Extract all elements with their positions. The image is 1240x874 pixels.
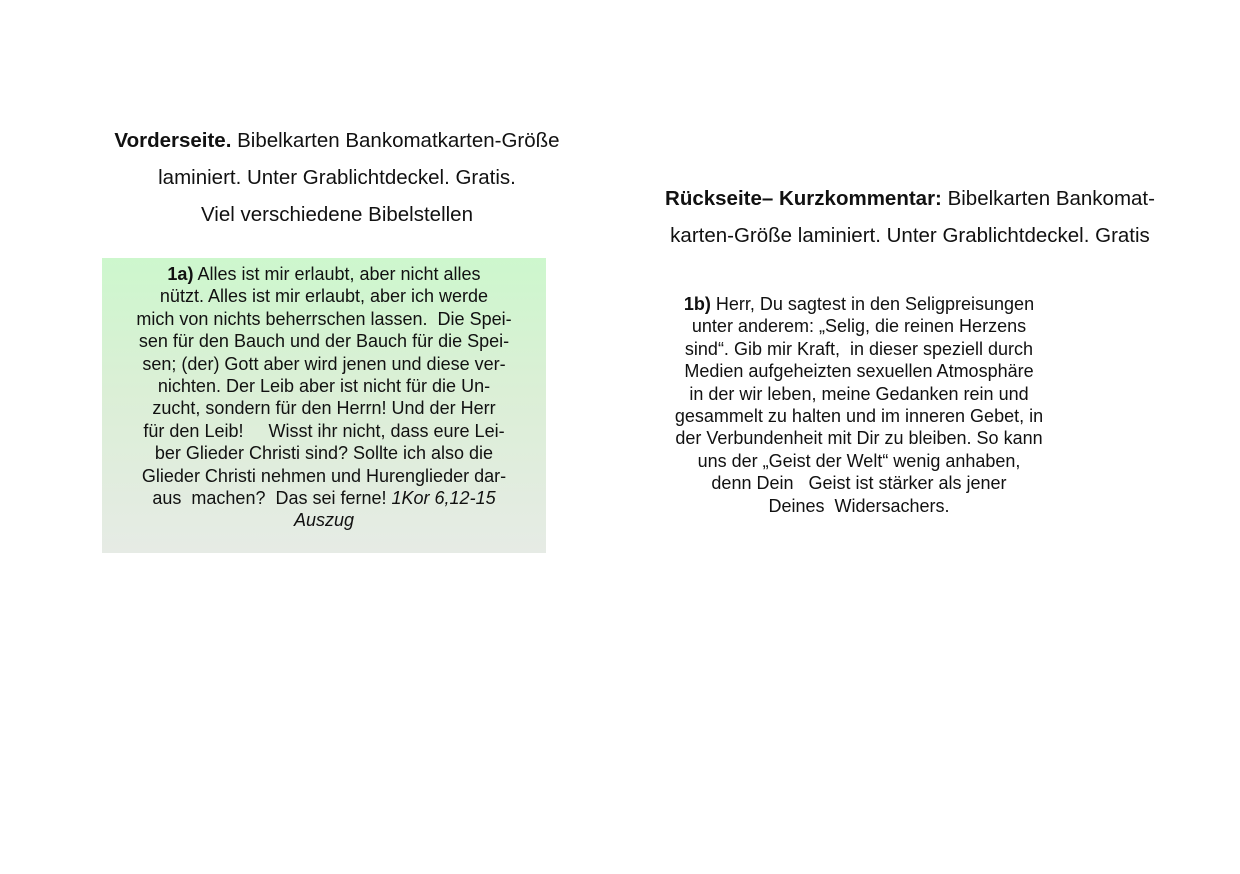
front-heading-description: Bibelkarten Bankomatkarten-Größe [231, 129, 560, 152]
back-card-line: Deines Widersachers. [768, 495, 950, 516]
front-card-line: zucht, sondern für den Herrn! Und der Herr [152, 398, 496, 419]
back-card-number: 1b) [683, 294, 711, 314]
front-card-last-line [108, 487, 540, 509]
back-card-line: uns der „Geist der Welt“ wenig anhaben, [697, 450, 1021, 471]
front-card-line: nützt. Alles ist mir erlaubt, aber ich werde [159, 286, 489, 307]
front-card-line-1-text: Alles ist mir erlaubt, aber nicht alles [193, 264, 481, 284]
front-card-line: ber Glieder Christi sind? Sollte ich also die [154, 443, 494, 464]
back-commentary-card [636, 293, 1082, 517]
back-card-line: der Verbundenheit mit Dir zu bleiben. So kann [675, 428, 1043, 449]
front-card-last-line-text: aus machen? Das sei ferne! [152, 488, 392, 509]
front-card-line: mich von nichts beherrschen lassen. Die Spei- [136, 308, 512, 329]
front-card-line: sen; (der) Gott aber wird jenen und diese ver- [142, 353, 506, 374]
front-card-line: für den Leib! Wisst ihr nicht, dass eure Lei- [143, 420, 505, 441]
back-heading-description: Bibelkarten Bankomat- [941, 187, 1155, 210]
back-card-line: Medien aufgeheizten sexuellen Atmosphäre [684, 361, 1034, 382]
front-bible-card [102, 258, 546, 553]
front-side-heading [62, 122, 612, 233]
back-side-heading [620, 180, 1200, 254]
back-heading-label: Rückseite– Kurzkommentar: [665, 187, 942, 210]
back-card-line: in der wir leben, meine Gedanken rein und [689, 383, 1029, 404]
front-heading-line-2: laminiert. Unter Grablichtdeckel. Gratis. [158, 166, 516, 189]
front-heading-line-1 [62, 122, 612, 159]
back-heading-line-1 [620, 180, 1200, 217]
front-card-number: 1a) [167, 264, 194, 284]
back-card-line: gesammelt zu halten und im inneren Gebet, in [674, 406, 1044, 427]
back-heading-line-2: karten-Größe laminiert. Unter Grablichtdeckel. Gratis [670, 224, 1150, 247]
front-card-line: nichten. Der Leib aber ist nicht für die Un- [157, 376, 491, 397]
back-card-line-1 [640, 293, 1078, 315]
front-card-line-1 [108, 263, 540, 285]
front-card-line: sen für den Bauch und der Bauch für die Spei- [138, 331, 510, 352]
back-card-line: denn Dein Geist ist stärker als jener [711, 473, 1007, 494]
front-heading-line-3: Viel verschiedene Bibelstellen [201, 203, 473, 226]
scripture-reference: 1Kor 6,12-15 [391, 488, 496, 509]
front-card-line: Glieder Christi nehmen und Hurenglieder dar- [141, 465, 507, 486]
back-card-line-1-text: Herr, Du sagtest in den Seligpreisungen [710, 294, 1035, 314]
back-card-line: unter anderem: „Selig, die reinen Herzens [691, 316, 1027, 337]
front-heading-label: Vorderseite. [114, 129, 232, 152]
scripture-reference-suffix: Auszug [293, 510, 355, 531]
back-card-line: sind“. Gib mir Kraft, in dieser speziell durch [684, 338, 1034, 359]
